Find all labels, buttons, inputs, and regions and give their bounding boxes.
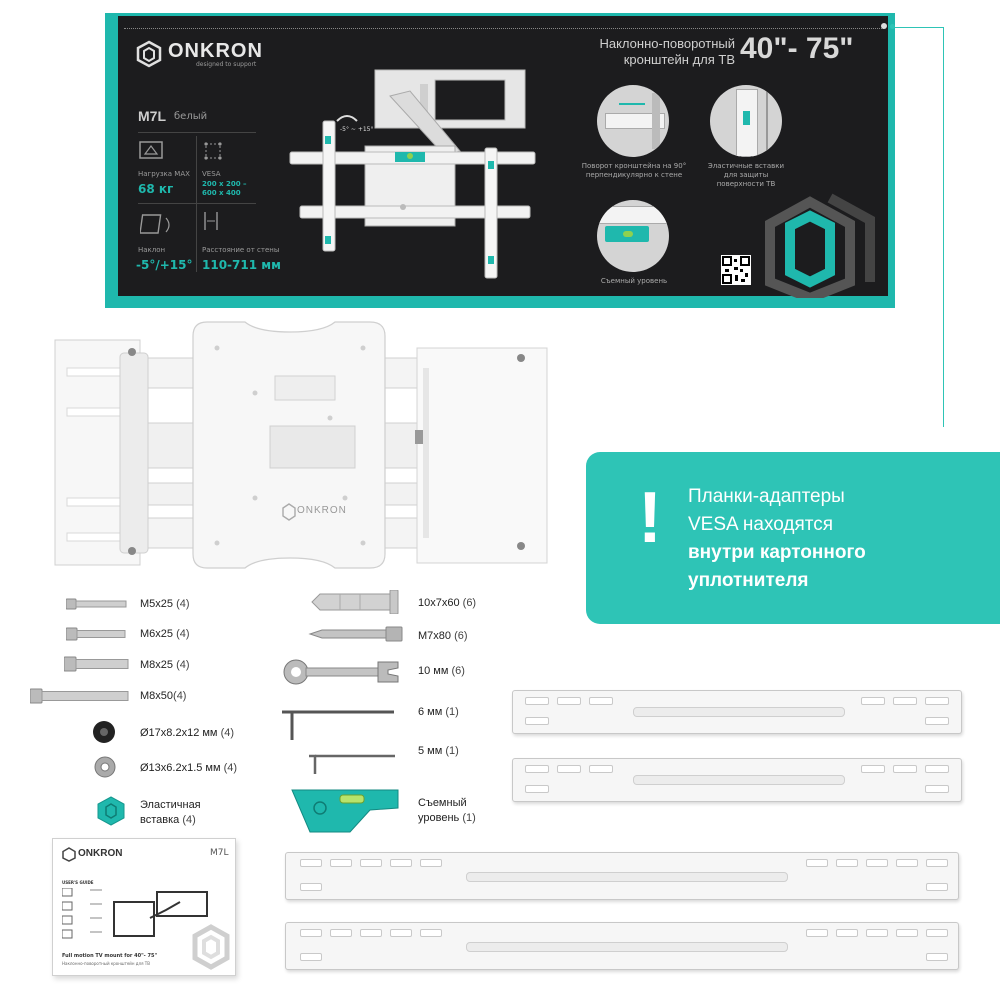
load-value: 68 кг xyxy=(138,182,174,196)
box-title-1: Наклонно-поворотный xyxy=(599,36,735,51)
weight-icon xyxy=(138,140,164,160)
vesa-icon xyxy=(202,140,224,162)
bubble-level-icon xyxy=(290,786,402,836)
callout-line-4: уплотнителя xyxy=(688,570,809,591)
part-m8x50: M8x50(4) xyxy=(140,690,187,702)
manual-subtitle: Наклонно-поворотный кронштейн для ТВ xyxy=(62,961,150,966)
tilt-icon xyxy=(140,212,174,238)
part-bubble-level-line2: уровень (1) xyxy=(418,812,476,824)
feature-insert-line3: поверхности ТВ xyxy=(716,180,776,188)
hex-key-6mm-icon xyxy=(278,708,398,744)
vesa-value-1: 200 x 200 – xyxy=(202,180,247,188)
distance-icon xyxy=(202,210,220,232)
box-title-2: кронштейн для ТВ xyxy=(623,52,735,67)
feature-insert-caption xyxy=(690,162,802,189)
distance-value: 110-711 мм xyxy=(202,258,281,272)
feature-insert-line2: для защиты xyxy=(723,171,769,179)
part-bubble-level xyxy=(418,796,476,826)
wrench-icon xyxy=(282,658,402,686)
feature-level-caption: Съемный уровень xyxy=(600,277,668,285)
box-tagline: designed to support xyxy=(196,61,257,68)
manual-large-logo-icon xyxy=(192,924,230,970)
feature-insert-image xyxy=(710,85,782,157)
box-perforation xyxy=(124,28,884,29)
part-bubble-level-line1: Съемный xyxy=(418,797,467,809)
hex-key-5mm-icon xyxy=(305,750,397,778)
vesa-label: VESA xyxy=(202,170,221,178)
tilt-note: -5° ~ +15° xyxy=(340,126,374,133)
feature-rotation-caption xyxy=(578,162,690,180)
vesa-adapter-long-rail xyxy=(285,922,959,970)
box-large-logo-icon xyxy=(760,192,882,298)
washer-icon xyxy=(94,756,116,778)
load-label: Нагрузка MAX xyxy=(138,170,190,178)
connector-line xyxy=(943,27,944,427)
manual-logo-icon xyxy=(62,847,76,862)
vesa-adapter-rail xyxy=(512,758,962,802)
bolt-m5x25-icon xyxy=(66,597,128,611)
connector-dot xyxy=(890,24,895,29)
qr-code-icon xyxy=(721,255,751,285)
part-spacer: Ø17x8.2x12 мм (4) xyxy=(140,727,235,739)
bolt-m8x50-icon xyxy=(30,688,130,704)
callout-exclamation: ! xyxy=(638,478,662,558)
feature-insert-line1: Эластичные вставки xyxy=(707,162,785,170)
anchor-icon xyxy=(310,590,402,614)
part-elastic-insert xyxy=(140,798,201,828)
tilt-value: -5°/+15° xyxy=(136,258,193,272)
part-washer: Ø13x6.2x1.5 мм (4) xyxy=(140,762,238,774)
box-dot xyxy=(881,23,887,29)
manual-brand: ONKRON xyxy=(78,848,123,859)
box-model-color: белый xyxy=(174,111,208,122)
connector-line xyxy=(895,27,943,28)
callout-line-2: VESA находятся xyxy=(688,514,834,535)
callout-line-1: Планки-адаптеры xyxy=(688,486,845,507)
vesa-adapter-rail xyxy=(512,690,962,734)
part-lag-screw: M7x80 (6) xyxy=(418,630,468,642)
vesa-value-2: 600 x 400 xyxy=(202,189,241,197)
part-elastic-insert-line2: вставка (4) xyxy=(140,814,196,826)
callout-line-3: внутри картонного xyxy=(688,542,866,563)
box-size-range: 40"- 75" xyxy=(740,32,854,65)
part-m8x25: M8x25 (4) xyxy=(140,659,190,671)
box-brand: ONKRON xyxy=(168,40,263,62)
spec-divider xyxy=(138,203,256,204)
tilt-label: Наклон xyxy=(138,246,166,254)
vesa-adapter-long-rail xyxy=(285,852,959,900)
part-hex-key-6mm: 6 мм (1) xyxy=(418,706,459,718)
part-m6x25: M6x25 (4) xyxy=(140,628,190,640)
bolt-m6x25-icon xyxy=(66,627,128,641)
bracket-illustration xyxy=(45,318,550,573)
manual-title: Full motion TV mount for 40"- 75" xyxy=(62,953,158,959)
feature-rotation-line2: перпендикулярно к стене xyxy=(585,171,683,179)
part-elastic-insert-line1: Эластичная xyxy=(140,799,201,811)
part-m5x25: M5x25 (4) xyxy=(140,598,190,610)
bolt-m8x25-icon xyxy=(64,656,130,672)
feature-rotation-line1: Поворот кронштейна на 90° xyxy=(581,162,687,170)
distance-label: Расстояние от стены xyxy=(202,246,280,254)
feature-level-image xyxy=(597,200,669,272)
box-bracket-illustration xyxy=(285,66,555,286)
onkron-logo-icon xyxy=(136,40,162,68)
feature-rotation-image xyxy=(597,85,669,157)
part-wrench: 10 мм (6) xyxy=(418,665,465,677)
part-anchor: 10x7x60 (6) xyxy=(418,597,477,609)
bracket-logo: ONKRON xyxy=(297,505,347,516)
part-hex-key-5mm: 5 мм (1) xyxy=(418,745,459,757)
manual-model: M7L xyxy=(210,848,229,858)
spec-divider xyxy=(196,136,197,272)
spacer-icon xyxy=(92,720,116,744)
spec-divider xyxy=(138,132,256,133)
lag-screw-icon xyxy=(308,626,404,642)
box-model: M7L xyxy=(138,108,166,124)
manual-guide-label: USER'S GUIDE xyxy=(62,880,94,885)
elastic-insert-icon xyxy=(96,795,126,827)
